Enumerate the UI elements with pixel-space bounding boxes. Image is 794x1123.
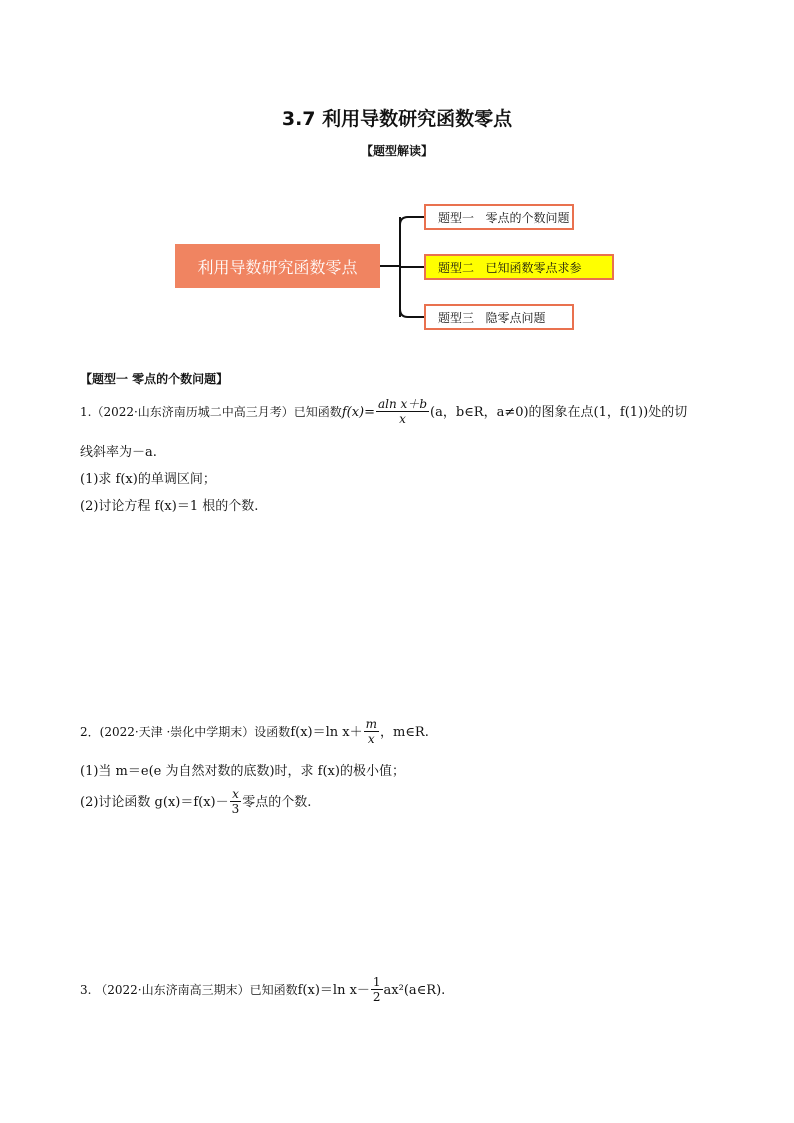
fraction-numerator: m xyxy=(365,717,377,731)
problem-2-q2-post: 零点的个数. xyxy=(242,795,312,810)
problem-1-source: 1.（2022·山东济南历城二中高三月考）已知函数 xyxy=(80,405,342,419)
problem-1-after: (a，b∈R，a≠0)的图象在点(1，f(1))处的切 xyxy=(430,405,688,420)
section-heading-1: 【题型一 零点的个数问题】 xyxy=(80,372,229,386)
fraction-numerator: 1 xyxy=(372,975,381,989)
fraction-numerator: aln x＋b xyxy=(378,397,428,411)
fraction-numerator: x xyxy=(232,787,239,801)
fraction-denominator: 3 xyxy=(231,802,240,816)
problem-2-question-1: (1)当 m＝e(e 为自然对数的底数)时，求 f(x)的极小值； xyxy=(80,764,405,779)
problem-2-q2-fraction xyxy=(230,787,242,816)
fraction-denominator: 2 xyxy=(372,990,381,1004)
type-box-1: 题型一 零点的个数问题 xyxy=(424,204,574,230)
page-title: 3.7 利用导数研究函数零点 xyxy=(281,108,513,130)
problem-1-question-2: (2)讨论方程 f(x)＝1 根的个数. xyxy=(80,499,259,514)
problem-2-question-2 xyxy=(80,788,311,817)
page-subtitle: 【题型解读】 xyxy=(360,144,433,158)
problem-3-fx: f(x)＝ln x－ xyxy=(297,983,370,998)
problem-1-question-1: (1)求 f(x)的单调区间； xyxy=(80,472,216,487)
problem-1-line-2: 线斜率为－a. xyxy=(80,445,157,460)
problem-1-eq: = xyxy=(364,405,376,420)
problem-2-fraction xyxy=(364,717,379,746)
problem-3-fraction xyxy=(371,975,383,1004)
connector-branch-1 xyxy=(400,217,424,225)
problem-2-source: 2．(2022·天津 ·崇化中学期末）设函数 xyxy=(80,725,291,739)
problem-3-line-1 xyxy=(80,976,445,1005)
type-box-2: 题型二 已知函数零点求参 xyxy=(424,254,614,280)
problem-2-after: ，m∈R. xyxy=(379,725,429,740)
problem-1-fx: f(x) xyxy=(341,405,365,420)
fraction-denominator: x xyxy=(399,412,406,426)
problem-1-fraction xyxy=(376,397,429,426)
diagram-center-box: 利用导数研究函数零点 xyxy=(175,244,380,288)
fraction-denominator: x xyxy=(367,732,375,746)
type-box-3: 题型三 隐零点问题 xyxy=(424,304,574,330)
problem-3-source: 3. （2022·山东济南高三期末）已知函数 xyxy=(80,983,298,997)
problem-2-line-1 xyxy=(80,718,429,747)
problem-1-line-1 xyxy=(80,398,687,427)
connector-branch-3 xyxy=(400,309,424,317)
problem-3-after: ax²(a∈R). xyxy=(383,983,446,998)
problem-2-q2-pre: (2)讨论函数 g(x)＝f(x)－ xyxy=(80,795,229,810)
problem-2-fx: f(x)＝ln x＋ xyxy=(290,725,363,740)
